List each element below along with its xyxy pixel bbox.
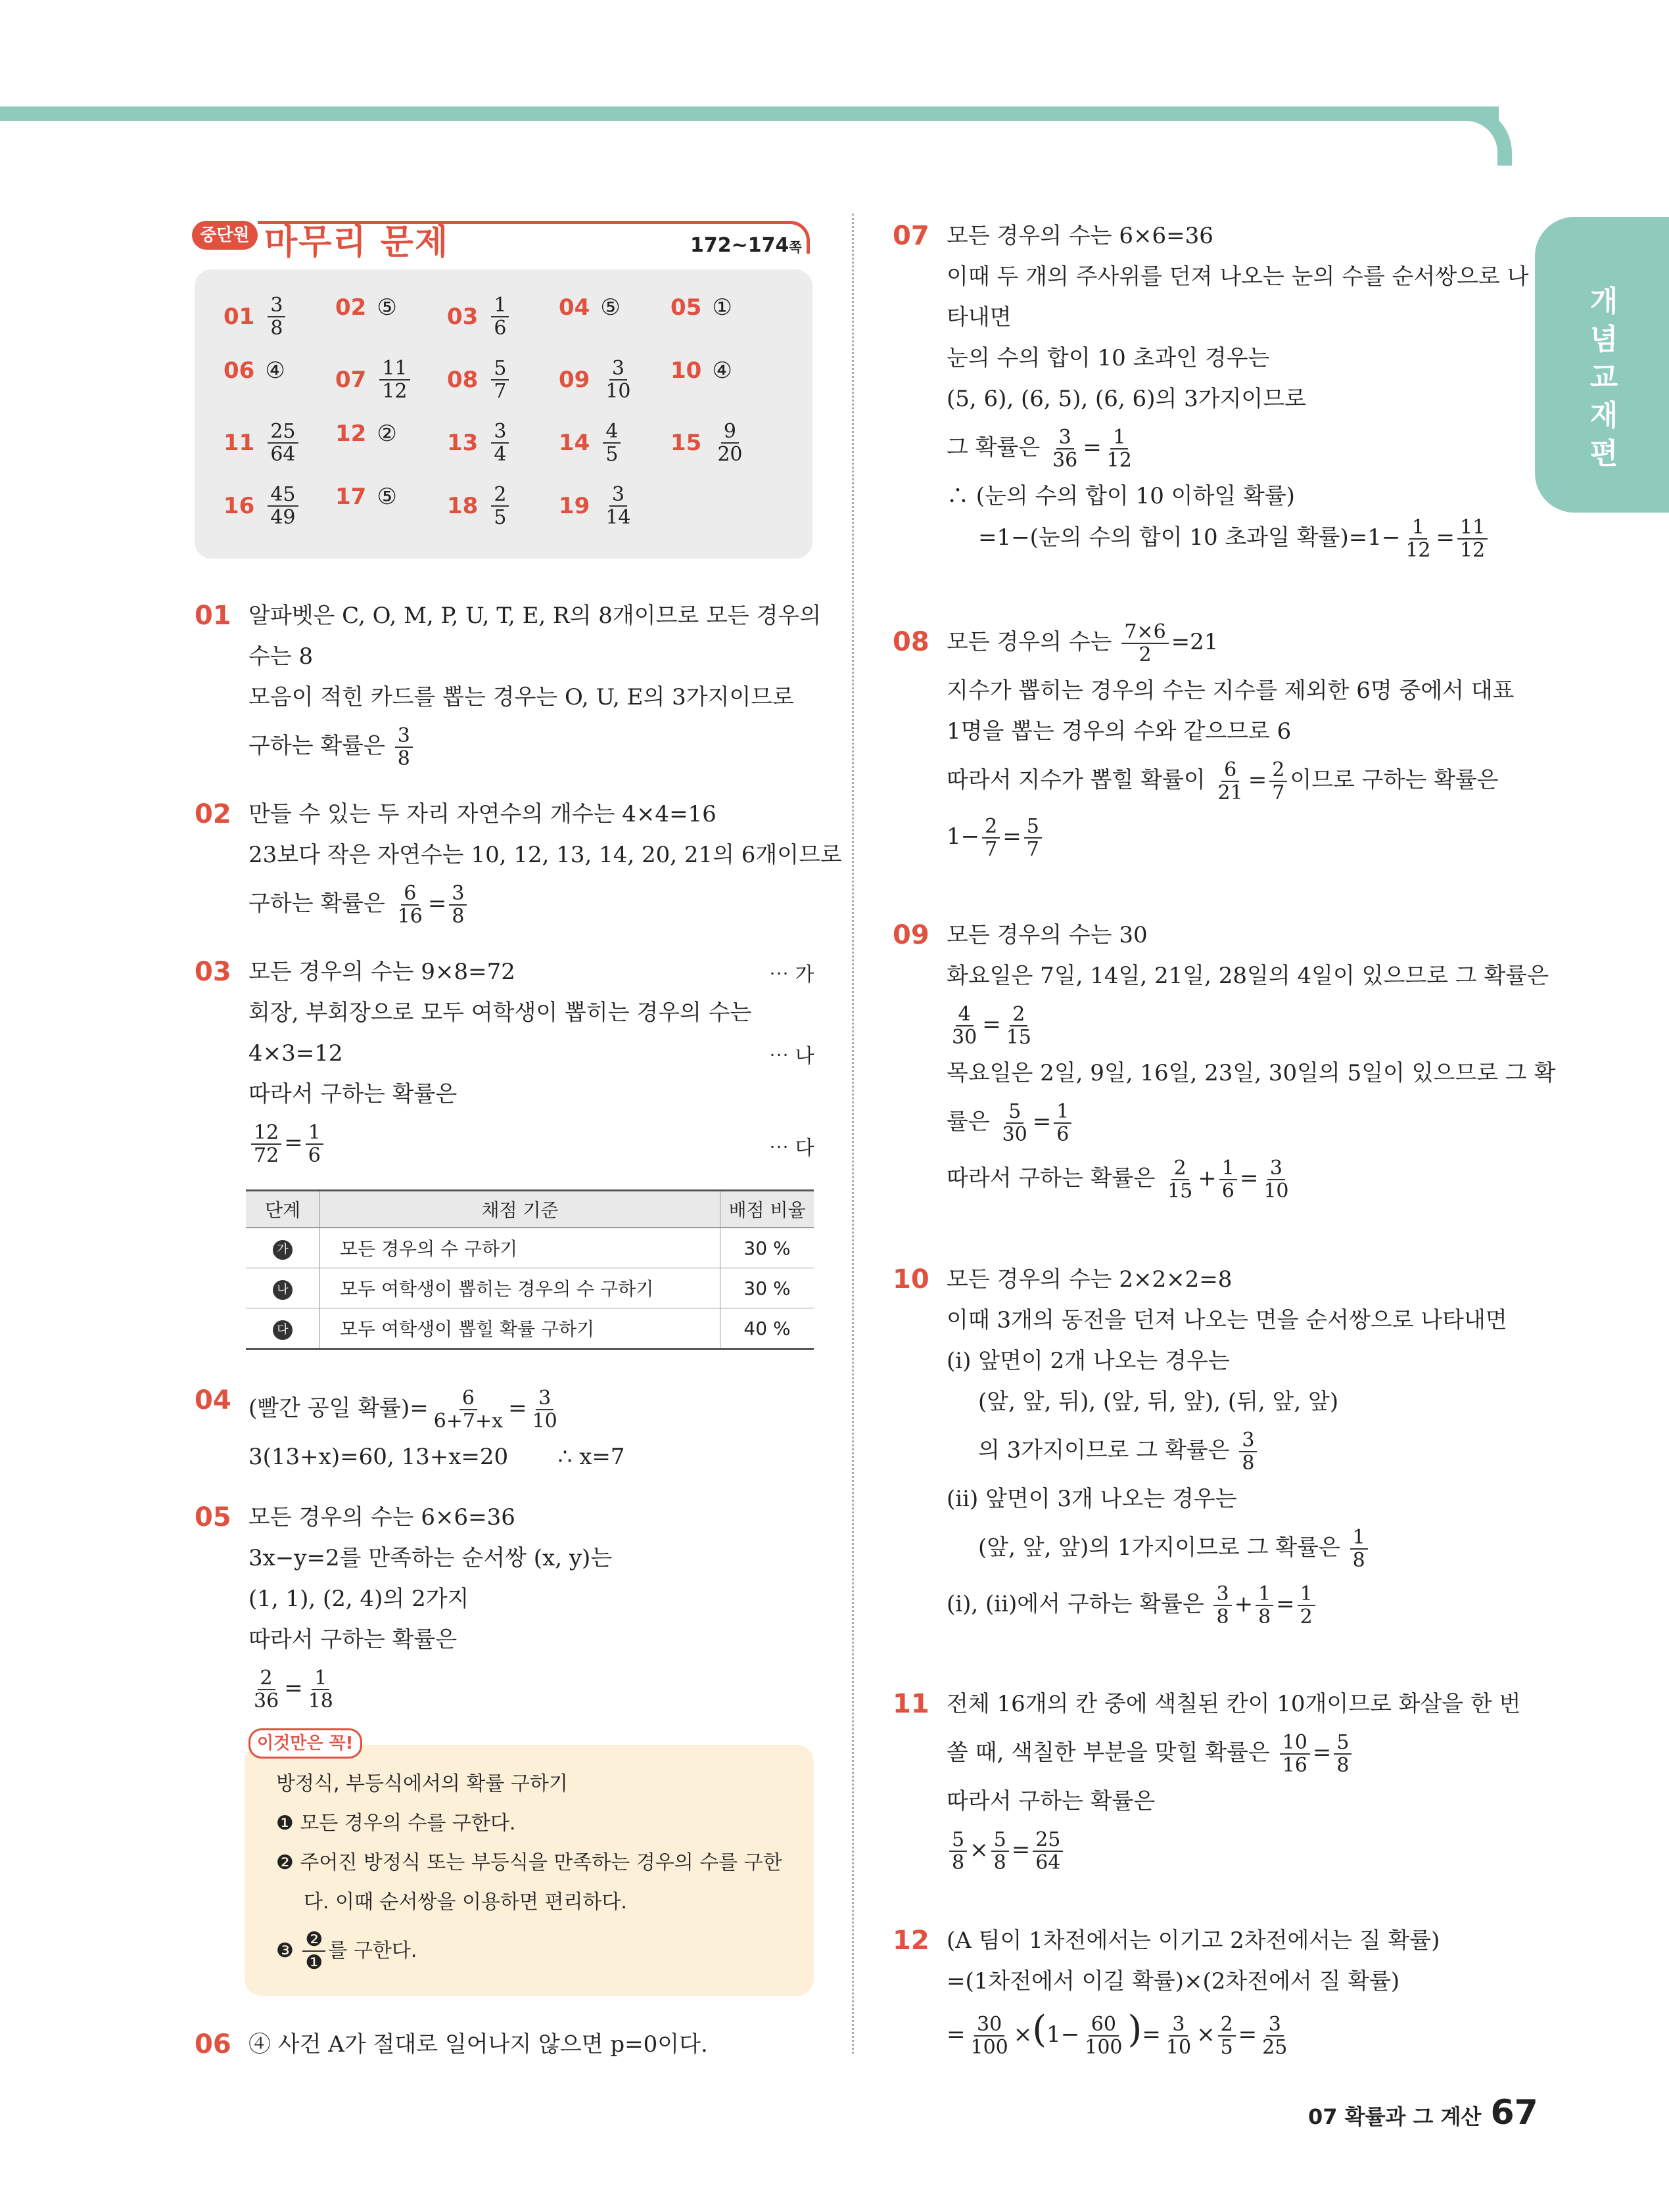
table-header: 채점 기준 (320, 1191, 720, 1228)
solution-line: (ⅱ) 앞면이 3개 나오는 경우는 (947, 1486, 1237, 1512)
answer-item: 11 $\frac{25}{64}$ (223, 421, 301, 465)
top-accent-curve (1459, 106, 1512, 166)
answer-item: 01 $\frac{3}{8}$ (223, 294, 288, 339)
answer-item: 04 ⑤ (559, 294, 621, 321)
solution-line: (ⅰ) 앞면이 2개 나오는 경우는 (947, 1348, 1230, 1374)
fraction: $\frac{3}{8}$ (268, 294, 285, 339)
tip-label: 이것만은 꼭! (248, 1728, 362, 1759)
answer-item: 08 $\frac{5}{7}$ (447, 357, 511, 402)
solution-line: 타내면 (947, 304, 1012, 331)
section-badge: 중단원 (192, 221, 258, 250)
fraction: $\frac{5}{7}$ (491, 357, 509, 402)
solution-03 (195, 952, 752, 1171)
solution-12 (893, 1920, 1440, 2063)
solution-line: 전체 16개의 칸 중에 색칠된 칸이 10개이므로 화살을 한 번 (947, 1691, 1521, 1717)
solution-number: 09 (893, 920, 929, 950)
solution-line: 모든 경우의 수는 6×6=36 (947, 223, 1213, 249)
fraction: $\frac{2}{5}$ (491, 484, 509, 528)
tip-title: 방정식, 부등식에서의 확률 구하기 (276, 1772, 568, 1795)
solution-number: 10 (893, 1264, 929, 1295)
solution-number: 02 (195, 799, 231, 829)
answer-item: 16 $\frac{45}{49}$ (223, 484, 301, 528)
answer-item: 02 ⑤ (335, 294, 397, 321)
solution-line: 수는 8 (248, 643, 314, 670)
table-header: 배점 비율 (720, 1191, 814, 1228)
answer-item: 12 ② (335, 421, 397, 447)
solution-number: 01 (195, 601, 231, 631)
fraction: $\frac{3}{4}$ (491, 421, 509, 465)
solution-line: 따라서 구하는 확률은 $\frac{2}{15}$ + $\frac{1}{6}$ = $\frac{3}{10}$ (947, 1157, 1289, 1203)
fraction: $\frac{11}{12}$ (379, 357, 410, 402)
solution-line: 지수가 뽑히는 경우의 수는 지수를 제외한 6명 중에서 대표 (947, 678, 1515, 704)
solution-line: 3(13+x)=60, 13+x=20 ∴ x=7 (248, 1444, 625, 1470)
solution-line: 구하는 확률은 $\frac{6}{16}$ = $\frac{3}{8}$ (248, 875, 842, 932)
solution-line: 1− $\frac{2}{7}$ = $\frac{5}{7}$ (947, 808, 1515, 865)
solution-line: (앞, 앞, 뒤), (앞, 뒤, 앞), (뒤, 앞, 앞) (978, 1389, 1339, 1415)
solution-05 (195, 1497, 613, 1717)
table-row: 나 모두 여학생이 뽑히는 경우의 수 구하기 30 % (246, 1268, 814, 1308)
solution-line: 알파벳은 C, O, M, P, U, T, E, R의 8개이므로 모든 경우의 (248, 603, 822, 629)
solution-line: ∴ (눈의 수의 합이 10 이하일 확률) (947, 483, 1295, 509)
step-marker-1: ⋯ 가 (769, 963, 814, 986)
answer-item: 05 ① (670, 294, 732, 321)
fraction: $\frac{25}{64}$ (268, 421, 298, 465)
solution-line: 3x−y=2를 만족하는 순서쌍 (x, y)는 (248, 1545, 613, 1571)
fraction: $\frac{3}{8}$ (395, 725, 413, 770)
solution-line: 23보다 작은 자연수는 10, 12, 13, 14, 20, 21의 6개이므로 (248, 842, 842, 868)
answer-item: 19 $\frac{3}{14}$ (559, 484, 636, 528)
solution-09 (893, 915, 1556, 1207)
solution-02 (195, 794, 842, 932)
solution-06 (195, 2024, 708, 2065)
solution-line: 구하는 확률은 $\frac{3}{8}$ (248, 718, 821, 774)
solution-number: 11 (893, 1689, 929, 1719)
solution-line: 회장, 부회장으로 모두 여학생이 뽑히는 경우의 수는 (248, 1000, 752, 1026)
solution-line: =1−(눈의 수의 합이 10 초과일 확률)=1− $\frac{1}{12}$ = $\frac{11}{12}$ (947, 517, 1529, 561)
solution-number: 05 (195, 1502, 231, 1532)
answer-item: 03 $\frac{1}{6}$ (447, 294, 511, 339)
solution-line: 모든 경우의 수는 $\frac{7\times 6}{2}$ =21 (947, 620, 1219, 666)
table-header: 단계 (246, 1191, 320, 1228)
solution-line: (ⅰ), (ⅱ)에서 구하는 확률은 $\frac{3}{8}$ + $\frac{1}{8}$ = $\frac{1}{2}$ (947, 1576, 1507, 1632)
table-row: 가 모든 경우의 수 구하기 30 % (246, 1228, 814, 1268)
fraction: $\frac{3}{10}$ (605, 357, 631, 403)
solution-line: 모든 경우의 수는 2×2×2=8 (947, 1266, 1233, 1293)
solution-line: 쏠 때, 색칠한 부분을 맞힐 확률은 $\frac{10}{16}$ = $\frac{5}{8}$ (947, 1724, 1521, 1781)
fraction: $\frac{4}{5}$ (603, 421, 621, 465)
answer-item: 09 $\frac{3}{10}$ (559, 357, 636, 402)
solution-line: 따라서 구하는 확률은 (248, 1626, 458, 1653)
side-tab-label: 개념교재편 (1589, 285, 1618, 471)
solution-line: =(1차전에서 이길 확률)×(2차전에서 질 확률) (947, 1968, 1400, 1994)
solution-line: 률은 $\frac{5}{30}$ = $\frac{1}{6}$ (947, 1094, 1555, 1150)
step-marker-2: ⋯ 나 (769, 1045, 814, 1068)
column-divider (852, 214, 854, 2054)
tip-step-2-cont: 다. 이때 순서쌍을 이용하면 편리하다. (304, 1891, 627, 1914)
solution-line: $\frac{2}{36}$ = $\frac{1}{18}$ (254, 1667, 333, 1713)
scoring-table (246, 1189, 814, 1350)
solution-number: 06 (195, 2029, 231, 2060)
solution-line: 모든 경우의 수는 30 (947, 922, 1148, 948)
solution-line: 눈의 수의 합이 10 초과인 경우는 (947, 345, 1270, 371)
answer-item: 07 $\frac{11}{12}$ (335, 357, 413, 402)
solution-line: 모든 경우의 수는 9×8=72 (248, 959, 515, 985)
solution-line: 1명을 뽑는 경우의 수와 같으므로 6 (947, 718, 1292, 745)
fraction: $\frac{45}{49}$ (268, 484, 298, 528)
page-range: 172~174쪽 (690, 234, 802, 257)
solution-line: 모음이 적힌 카드를 뽑는 경우는 O, U, E의 3가지이므로 (248, 684, 794, 710)
answer-item: 06 ④ (223, 357, 285, 384)
solution-line: 화요일은 7일, 14일, 21일, 28일의 4일이 있으므로 그 확률은 (947, 963, 1549, 989)
solution-line: (앞, 앞, 앞)의 1가지이므로 그 확률은 $\frac{1}{8}$ (947, 1519, 1507, 1576)
answer-item: 10 ④ (670, 357, 732, 384)
page-footer: 07 확률과 그 계산 67 (1308, 2093, 1538, 2132)
solution-line: 의 3가지이므로 그 확률은 $\frac{3}{8}$ (947, 1422, 1507, 1479)
solution-line: (5, 6), (6, 5), (6, 6)의 3가지이므로 (947, 386, 1306, 412)
answer-item: 17 ⑤ (335, 484, 397, 510)
solution-number: 07 (893, 221, 929, 251)
fraction: $\frac{1}{6}$ (491, 294, 509, 339)
solution-line: $\frac{4}{30}$ = $\frac{2}{15}$ (952, 1003, 1031, 1049)
solution-04 (195, 1380, 625, 1477)
solution-10 (893, 1259, 1507, 1632)
top-accent-bar (0, 106, 1499, 121)
solution-07 (893, 216, 1529, 562)
solution-line: 이때 두 개의 주사위를 던져 나오는 눈의 수를 순서쌍으로 나 (947, 264, 1529, 290)
answer-item: 13 $\frac{3}{4}$ (447, 421, 511, 465)
solution-01 (195, 595, 822, 774)
solution-line: (빨간 공일 확률)= $\frac{6}{6+7+x}$ = $\frac{3}{10}$ (248, 1387, 557, 1433)
solution-line: 목요일은 2일, 9일, 16일, 23일, 30일의 5일이 있으므로 그 확 (947, 1060, 1556, 1086)
solution-line: 이때 3개의 동전을 던져 나오는 면을 순서쌍으로 나타내면 (947, 1307, 1507, 1333)
solution-number: 08 (893, 627, 929, 657)
solution-line: (A 팀이 1차전에서는 이기고 2차전에서는 질 확률) (947, 1927, 1440, 1954)
solution-line: 4×3=12 (248, 1040, 343, 1067)
solution-11 (893, 1684, 1521, 1878)
fraction: $\frac{3}{14}$ (605, 483, 631, 529)
solution-number: 03 (195, 957, 231, 987)
solution-number: 04 (195, 1385, 231, 1416)
tip-step-2: ❷ 주어진 방정식 또는 부등식을 만족하는 경우의 수를 구한 (276, 1851, 782, 1874)
solution-line: 따라서 구하는 확률은 (248, 1081, 458, 1107)
solution-line: = $\frac{30}{100}$ ×(1− $\frac{60}{100}$ )= $\frac{3}{10}$ × $\frac{2}{5}$ = $\frac{3}{25}$ (947, 2008, 1288, 2059)
solution-line: ④ 사건 A가 절대로 일어나지 않으면 p=0이다. (248, 2031, 708, 2058)
section-title: 마무리 문제 (264, 223, 450, 262)
solution-line: 따라서 구하는 확률은 (947, 1788, 1156, 1814)
solution-line: 모든 경우의 수는 6×6=36 (248, 1504, 515, 1531)
solution-line: 따라서 지수가 뽑힐 확률이 $\frac{6}{21}$ = $\frac{2}{7}$ 이므로 구하는 확률은 (947, 758, 1499, 804)
answer-item: 14 $\frac{4}{5}$ (559, 421, 623, 465)
step-marker-3: ⋯ 다 (769, 1137, 814, 1160)
solution-line: $\frac{5}{8}$ × $\frac{5}{8}$ = $\frac{25}{64}$ (947, 1822, 1521, 1878)
answer-item: 15 $\frac{9}{20}$ (670, 421, 748, 465)
tip-step-1: ❶ 모든 경우의 수를 구한다. (276, 1812, 516, 1835)
table-row: 다 모두 여학생이 뽑힐 확률 구하기 40 % (246, 1308, 814, 1349)
answer-item: 18 $\frac{2}{5}$ (447, 484, 511, 528)
solution-line: 그 확률은 $\frac{3}{36}$ = $\frac{1}{12}$ (947, 426, 1132, 472)
fraction: $\frac{9}{20}$ (717, 420, 743, 466)
solution-08 (893, 614, 1515, 865)
solution-line: $\frac{12}{72}$ = $\frac{1}{6}$ (248, 1115, 751, 1171)
solution-line: 만들 수 있는 두 자리 자연수의 개수는 4×4=16 (248, 801, 717, 827)
solution-line: (1, 1), (2, 4)의 2가지 (248, 1586, 469, 1612)
tip-step-3: ❸ $\frac{\text{❷}}{\text{❶}}$ 를 구한다. (276, 1928, 417, 1974)
solution-number: 12 (893, 1925, 929, 1956)
